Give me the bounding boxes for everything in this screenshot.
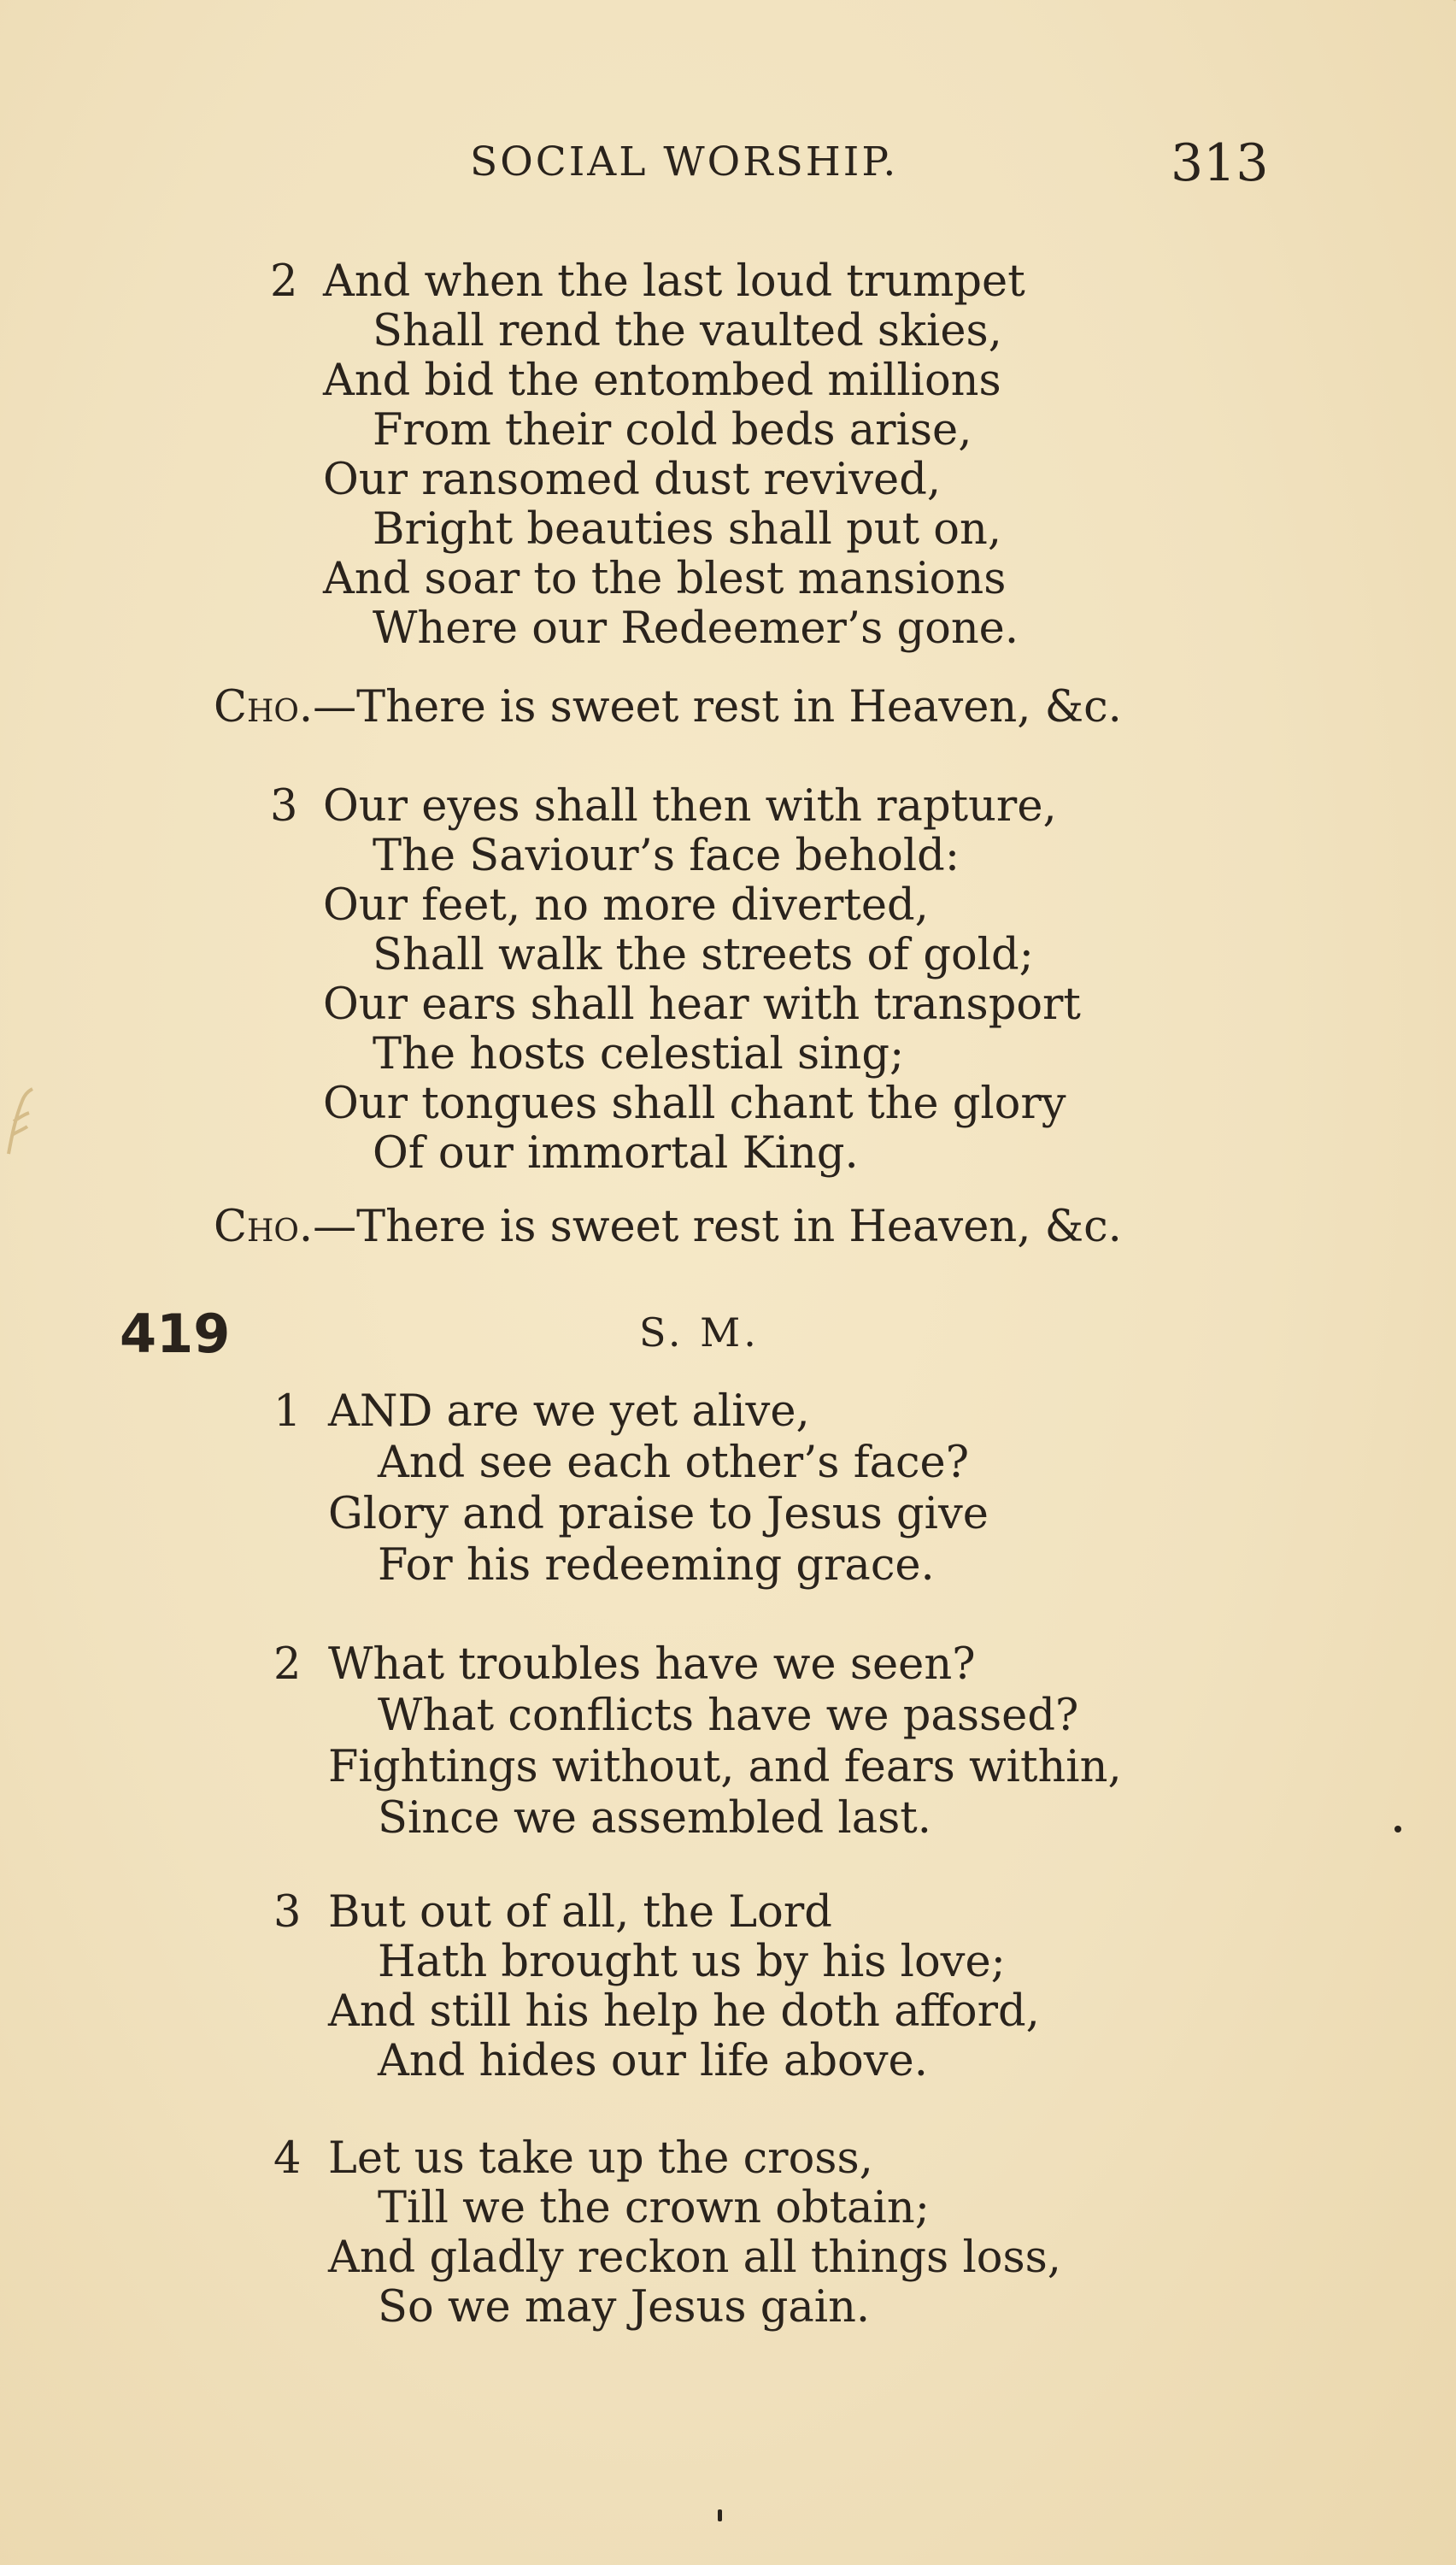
verse-line: And when the last loud trumpet	[323, 256, 1025, 307]
chorus-text: —There is sweet rest in Heaven, &c.	[313, 682, 1122, 732]
verse-line: The hosts celestial sing;	[373, 1029, 905, 1080]
verse-line: So we may Jesus gain.	[378, 2282, 871, 2333]
verse-line: Where our Redeemer’s gone.	[373, 603, 1019, 654]
running-header-title: SOCIAL WORSHIP.	[470, 138, 899, 185]
verse-line: Shall walk the streets of gold;	[373, 930, 1034, 980]
verse-line: And still his help he doth afford,	[328, 1986, 1040, 2037]
stanza-number: 2	[273, 1639, 302, 1690]
verse-line: For his redeeming grace.	[378, 1540, 935, 1591]
verse-line: Let us take up the cross,	[328, 2133, 873, 2184]
print-speck	[718, 2509, 722, 2521]
verse-line: And hides our life above.	[378, 2036, 928, 2086]
verse-line: From their cold beds arise,	[373, 405, 972, 456]
verse-line: Our eyes shall then with rapture,	[323, 781, 1057, 832]
verse-line: And bid the entombed millions	[323, 356, 1001, 406]
chorus-line	[214, 682, 1122, 732]
verse-line: Since we assembled last.	[378, 1793, 931, 1844]
verse-line: The Saviour’s face behold:	[373, 831, 960, 881]
verse-line: And soar to the blest mansions	[323, 554, 1007, 604]
verse-line: And see each other’s face?	[378, 1438, 970, 1488]
verse-line: But out of all, the Lord	[328, 1887, 832, 1938]
stanza-number: 1	[273, 1386, 302, 1437]
stanza-number: 2	[270, 256, 298, 307]
verse-line: Hath brought us by his love;	[378, 1937, 1006, 1987]
stanza-number: 3	[270, 781, 298, 832]
verse-line: Glory and praise to Jesus give	[328, 1489, 989, 1539]
chorus-line	[214, 1202, 1122, 1252]
verse-line: Our ransomed dust revived,	[323, 455, 942, 505]
chorus-label: Cho.	[214, 682, 314, 732]
verse-line: What conflicts have we passed?	[378, 1691, 1079, 1741]
verse-line: Of our immortal King.	[373, 1128, 859, 1179]
verse-line: Bright beauties shall put on,	[373, 504, 1002, 555]
verse-line: Our ears shall hear with transport	[323, 980, 1081, 1030]
chorus-label: Cho.	[214, 1202, 314, 1252]
verse-line: Fightings without, and fears within,	[328, 1742, 1122, 1792]
stanza-number: 4	[273, 2133, 302, 2184]
page-number: 313	[1171, 133, 1269, 193]
verse-line: Our feet, no more diverted,	[323, 880, 929, 931]
verse-line: Our tongues shall chant the glory	[323, 1079, 1066, 1129]
margin-stain-mark	[3, 1084, 38, 1161]
chorus-text: —There is sweet rest in Heaven, &c.	[313, 1202, 1122, 1252]
hymn-meter: S. M.	[639, 1309, 760, 1356]
verse-line: AND are we yet alive,	[328, 1386, 810, 1437]
verse-line: What troubles have we seen?	[328, 1639, 976, 1690]
print-speck	[1394, 1826, 1401, 1833]
verse-line: Till we the crown obtain;	[378, 2183, 930, 2233]
verse-line: And gladly reckon all things loss,	[328, 2233, 1062, 2283]
hymn-number: 419	[120, 1303, 231, 1365]
verse-line: Shall rend the vaulted skies,	[373, 306, 1002, 356]
stanza-number: 3	[273, 1887, 302, 1938]
